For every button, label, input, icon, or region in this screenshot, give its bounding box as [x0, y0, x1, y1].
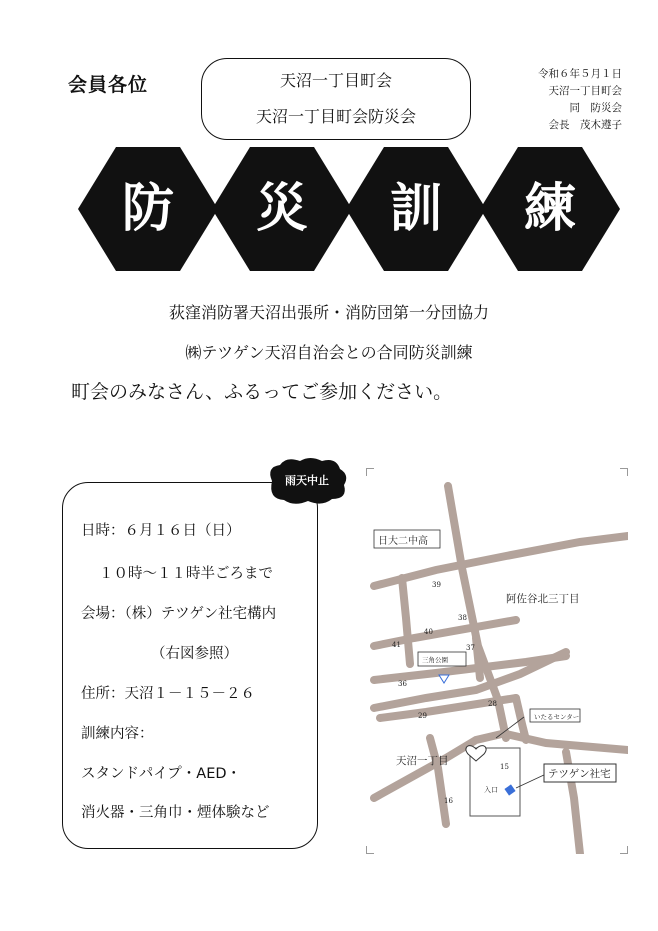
title-hexagon — [477, 145, 623, 273]
greeting: 会員各位 — [68, 74, 149, 96]
title-char: 練 — [523, 179, 576, 239]
issue-date: 令和６年５月１日 — [538, 68, 622, 80]
park-label: 三角公園 — [422, 656, 448, 664]
title-char: 災 — [255, 179, 308, 239]
lot-number: 37 — [466, 644, 475, 652]
cooperation-text: 荻窪消防署天沼出張所・消防団第一分団協力 — [168, 303, 489, 322]
lot-number: 15 — [500, 763, 509, 771]
company-label: テツゲン社宅 — [548, 768, 611, 780]
organizer-name: 天沼一丁目町会防災会 — [255, 107, 416, 126]
issuer-line: 会長 茂木遵子 — [548, 119, 622, 131]
lot-number: 40 — [424, 628, 433, 636]
training-content: スタンドパイプ・AED・ — [81, 766, 242, 782]
district-label: 阿佐谷北三丁目 — [506, 593, 580, 605]
title-hexagon — [343, 145, 489, 273]
issuer-line: 同 防災会 — [569, 102, 622, 114]
title-hexagon — [75, 145, 221, 273]
rain-cancel-label: 雨天中止 — [285, 474, 329, 487]
event-address: 住所：天沼１－１５－２６ — [81, 686, 255, 702]
lot-number: 28 — [488, 700, 497, 708]
lot-number: 39 — [432, 581, 441, 589]
training-content: 消火器・三角巾・煙体験など — [81, 805, 270, 821]
title-char: 防 — [121, 179, 174, 239]
lot-number: 29 — [418, 712, 427, 720]
event-venue: 会場：（株）テツゲン社宅構内 — [81, 606, 277, 622]
issuer-line: 天沼一丁目町会 — [548, 85, 622, 97]
district-label: 天沼一丁目 — [396, 755, 449, 767]
organizer-box — [201, 58, 471, 140]
lot-number: 38 — [458, 614, 467, 622]
invitation-text: 町会のみなさん、ふるってご参加ください。 — [71, 381, 453, 403]
rain-cancel-badge — [264, 455, 350, 507]
school-label: 日大二中高 — [378, 536, 428, 547]
park-marker — [439, 675, 449, 683]
title-char: 訓 — [389, 179, 442, 239]
event-date: 日時：６月１６日（日） — [81, 523, 241, 539]
lot-number: 41 — [392, 641, 401, 649]
details-box — [62, 482, 318, 849]
training-content-label: 訓練内容： — [81, 726, 154, 742]
lot-number: 36 — [398, 680, 407, 688]
joint-training-text: ㈱テツゲン天沼自治会との合同防災訓練 — [185, 343, 473, 362]
issuer-block — [538, 66, 622, 134]
event-time: １０時～１１時半ごろまで — [99, 566, 273, 582]
entrance-label: 入口 — [484, 786, 498, 794]
center-label: いたるセンター — [534, 713, 580, 721]
lot-number: 16 — [444, 797, 453, 805]
road-map — [366, 468, 628, 854]
title-hexagon — [209, 145, 355, 273]
venue-note: （右図参照） — [151, 646, 238, 662]
organizer-name: 天沼一丁目町会 — [279, 71, 392, 90]
location-map — [366, 468, 628, 854]
